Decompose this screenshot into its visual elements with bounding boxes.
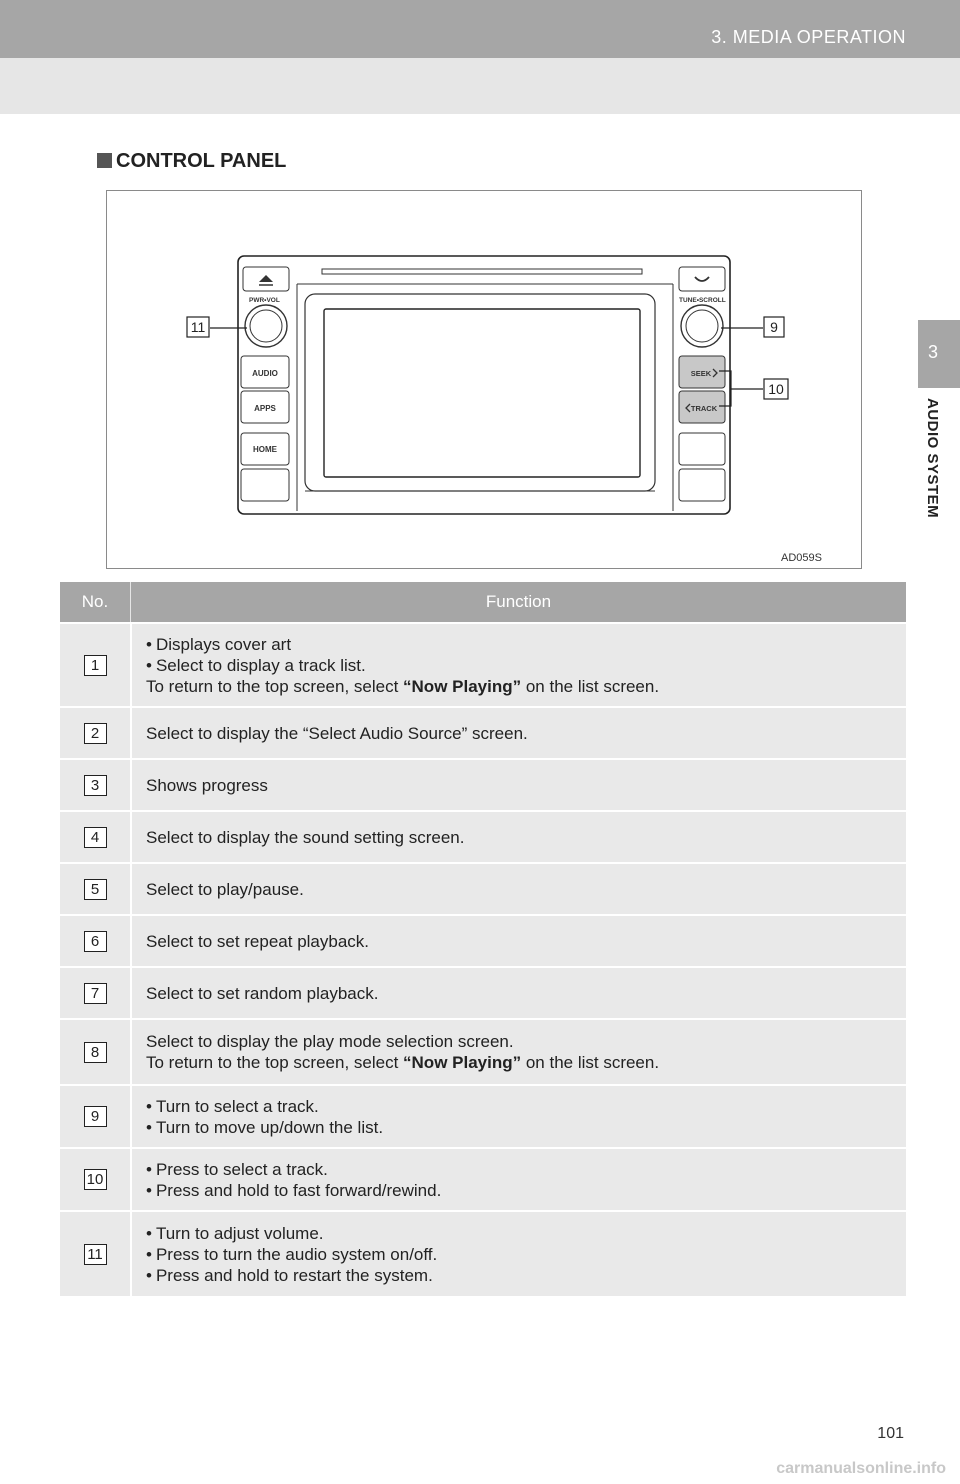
row-number-cell (60, 1212, 130, 1296)
text-line (146, 723, 892, 744)
page-number: 101 (877, 1425, 904, 1442)
bullet-line (146, 655, 892, 676)
row-number: 4 (84, 827, 107, 848)
row-number: 1 (84, 655, 107, 676)
table-row (60, 914, 906, 966)
row-number: 2 (84, 723, 107, 744)
text-line (146, 775, 892, 796)
square-bullet-icon (97, 153, 112, 168)
table-row (60, 1018, 906, 1084)
function-cell (130, 708, 906, 758)
table-row (60, 862, 906, 914)
bullet-line (146, 1096, 892, 1117)
function-cell (130, 760, 906, 810)
row-number: 9 (84, 1106, 107, 1127)
table-row (60, 966, 906, 1018)
line-bold-text: “Now Playing” (403, 676, 522, 696)
phone-button (679, 267, 725, 291)
function-cell (130, 864, 906, 914)
table-row (60, 1147, 906, 1210)
row-number: 10 (84, 1169, 107, 1190)
audio-button-label: AUDIO (252, 369, 278, 378)
blank-button-right-2 (679, 469, 725, 501)
function-cell (130, 812, 906, 862)
bullet-line (146, 1180, 892, 1201)
watermark: carmanualsonline.info (776, 1460, 946, 1477)
row-number-cell (60, 812, 130, 862)
line-text: Turn to adjust volume. (155, 1223, 324, 1243)
chapter-tab (918, 320, 960, 388)
table-row (60, 810, 906, 862)
header-bar (0, 0, 960, 58)
chapter-title: 3. MEDIA OPERATION (711, 27, 906, 47)
row-number: 8 (84, 1042, 107, 1063)
function-cell (130, 916, 906, 966)
bullet-line (146, 1244, 892, 1265)
table-body (60, 622, 906, 1296)
row-number-cell (60, 968, 130, 1018)
line-text: Select to display the sound setting screen. (146, 827, 465, 847)
home-button-label: HOME (253, 445, 277, 454)
line-bold-text: “Now Playing” (403, 1053, 522, 1072)
function-cell (130, 1149, 906, 1210)
display-screen (324, 309, 640, 477)
line-text: Turn to move up/down the list. (155, 1117, 384, 1137)
text-line (146, 1052, 892, 1073)
line-text: Shows progress (146, 775, 268, 795)
function-cell (130, 1020, 906, 1084)
row-number: 11 (84, 1244, 107, 1265)
row-number-cell (60, 760, 130, 810)
line-text: Select to display a track list. (155, 655, 366, 675)
line-text: on the list screen. (521, 1053, 660, 1072)
table-row (60, 1210, 906, 1296)
blank-button-left (241, 469, 289, 501)
table-row (60, 1084, 906, 1147)
section-heading (97, 150, 286, 173)
row-number-cell (60, 916, 130, 966)
row-number: 6 (84, 931, 107, 952)
line-text: Select to display the play mode selection screen. (146, 1032, 514, 1051)
bullet-line (146, 634, 892, 655)
text-line (146, 983, 892, 1004)
apps-button-label: APPS (254, 404, 276, 413)
chapter-side-label-text: AUDIO SYSTEM (924, 398, 941, 519)
bullet-line (146, 1159, 892, 1180)
line-text: To return to the top screen, select (146, 1053, 404, 1072)
line-text: Press and hold to fast forward/rewind. (155, 1180, 442, 1200)
header-function: Function (130, 582, 906, 622)
table-row (60, 758, 906, 810)
header-band (0, 58, 960, 114)
row-number: 3 (84, 775, 107, 796)
text-line (146, 676, 892, 697)
text-line (146, 827, 892, 848)
pwr-vol-label: PWR•VOL (249, 297, 280, 304)
row-number-cell (60, 1020, 130, 1084)
disc-slot (322, 269, 642, 274)
callout-11-text: 11 (190, 319, 206, 335)
line-text: on the list screen. (521, 676, 660, 696)
line-text: Select to set repeat playback. (146, 931, 370, 951)
control-panel-illustration (107, 191, 861, 568)
row-number-cell (60, 708, 130, 758)
function-cell (130, 1212, 906, 1296)
callout-9-text: 9 (770, 319, 778, 335)
text-line (146, 931, 892, 952)
line-text: Press to select a track. (155, 1159, 328, 1179)
bullet-line (146, 1265, 892, 1286)
row-number-cell (60, 1086, 130, 1147)
seek-button-label: SEEK (690, 369, 712, 378)
row-number: 5 (84, 879, 107, 900)
line-text: Press to turn the audio system on/off. (155, 1244, 438, 1264)
text-line (146, 1031, 892, 1052)
line-text: Select to display the “Select Audio Source” screen. (146, 723, 528, 743)
chapter-side-label (924, 398, 944, 558)
line-text: To return to the top screen, select (146, 676, 404, 696)
callout-10-text: 10 (768, 381, 784, 397)
chapter-tab-number: 3 (927, 342, 938, 362)
line-text: Select to play/pause. (146, 879, 304, 899)
table-header (60, 582, 906, 622)
row-number: 7 (84, 983, 107, 1004)
bullet-line (146, 1117, 892, 1138)
table-row (60, 706, 906, 758)
function-cell (130, 1086, 906, 1147)
control-panel-figure (106, 190, 862, 569)
table-row (60, 622, 906, 706)
line-text: Displays cover art (155, 634, 292, 654)
line-text: Press and hold to restart the system. (155, 1265, 433, 1285)
section-title: CONTROL PANEL (116, 150, 287, 172)
track-button-label: TRACK (690, 404, 718, 413)
header-no: No. (81, 592, 109, 611)
row-number-cell (60, 624, 130, 706)
function-cell (130, 624, 906, 706)
bullet-line (146, 1223, 892, 1244)
line-text: Turn to select a track. (155, 1096, 319, 1116)
text-line (146, 879, 892, 900)
blank-button-right-1 (679, 433, 725, 465)
function-table (60, 582, 906, 1296)
function-cell (130, 968, 906, 1018)
row-number-cell (60, 864, 130, 914)
tune-scroll-label: TUNE•SCROLL (679, 297, 726, 304)
figure-code: AD059S (781, 552, 822, 564)
line-text: Select to set random playback. (146, 983, 379, 1003)
row-number-cell (60, 1149, 130, 1210)
